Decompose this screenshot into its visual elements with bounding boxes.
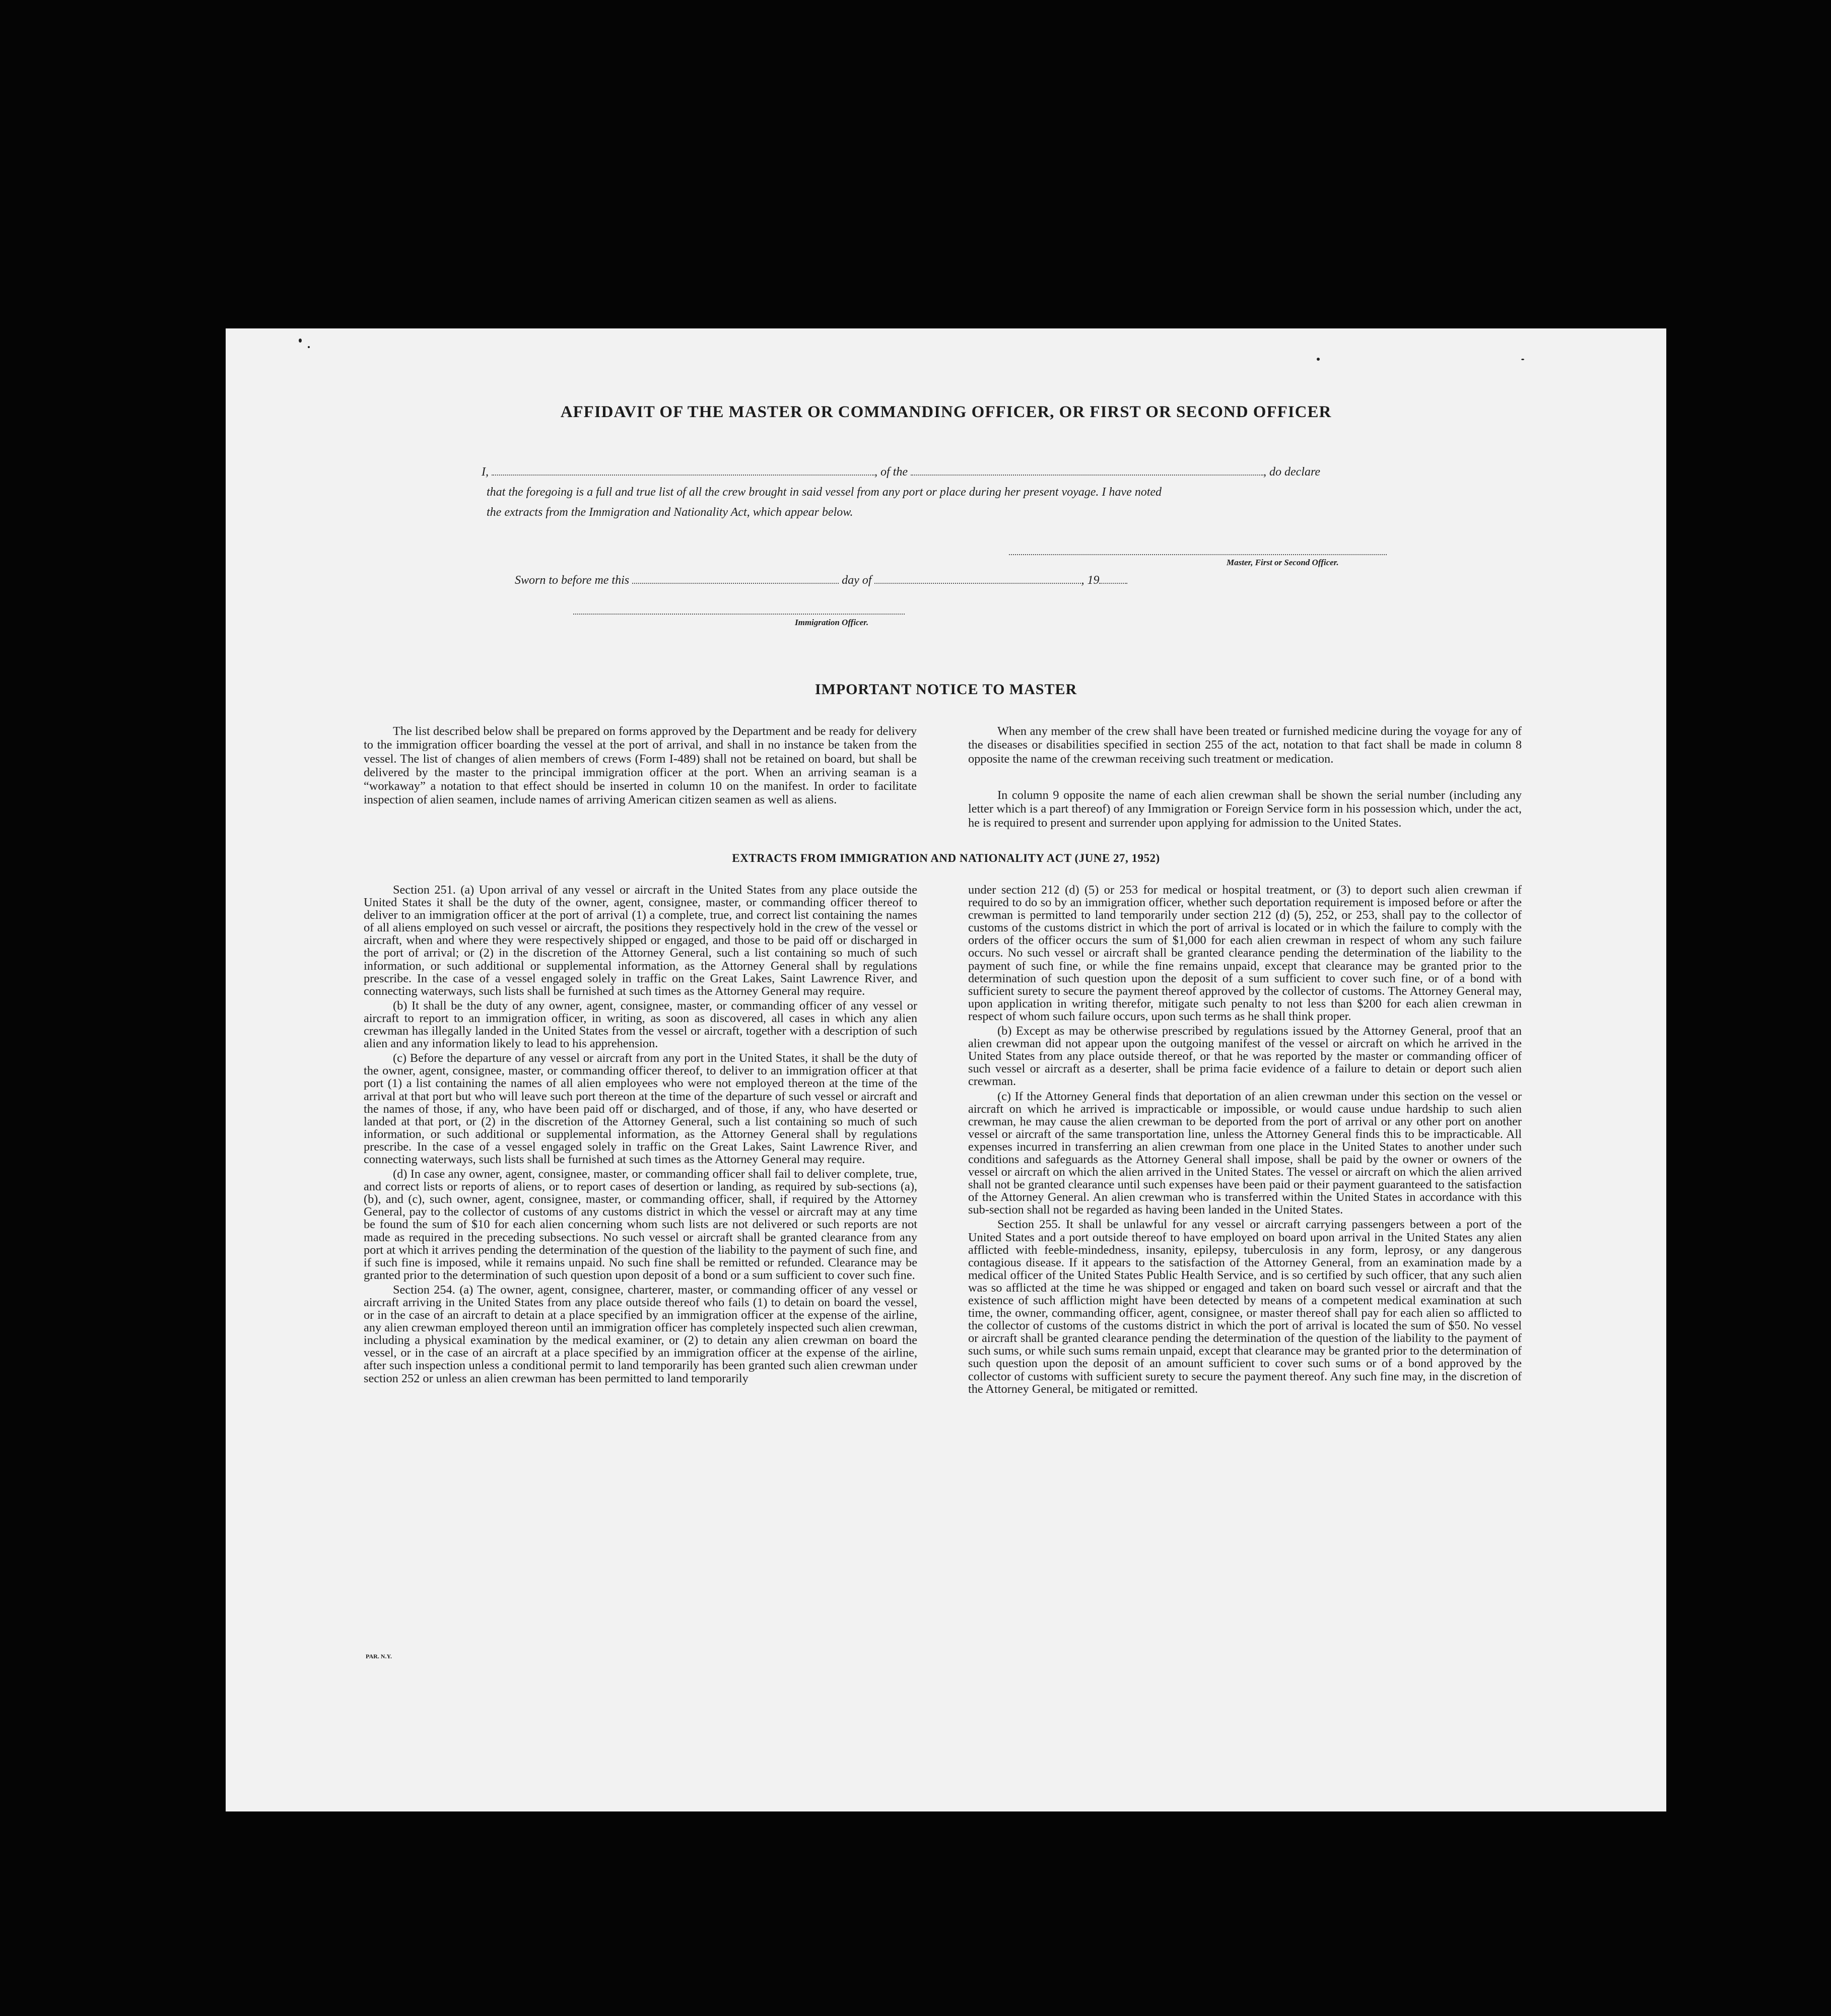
extracts-left-column [364,884,917,1387]
sworn-year-blank[interactable] [1099,582,1127,584]
document-sheet [226,328,1666,1811]
notice-right-paragraph-1: When any member of the crew shall have been treated or furnished medicine during the voyage for any of the diseases or disabilities specified in section 255 of the act, notation to that fact shall be made in column 8 opposite the name of the crewman receiving such treatment or medication. [968,724,1522,766]
affidavit-title: AFFIDAVIT OF THE MASTER OR COMMANDING OFFICER, OR FIRST OR SECOND OFFICER [560,403,1332,421]
section-254-a-continued: under section 212 (d) (5) or 253 for medical or hospital treatment, or (3) to deport such alien crewman if required to do so by an immigration officer, whether such deportation requirement is imposed before or after the crewman is permitted to land temporarily under section 212 (d) (5), 252, or 253, shall pay to the collector of customs of the customs district in which the port of arrival is located or in which the failure to comply with the orders of the officer occurs the sum of $1,000 for each alien crewman in respect of whom any such failure occurs. No such vessel or aircraft shall be granted clearance pending the determination of the liability to the payment of such fine, or while the fine remains unpaid, except that clearance may be granted prior to the determination of such question upon the deposit of a sum sufficient to cover such fine, or of a bond with sufficient surety to secure the payment thereof approved by the collector of customs. The Attorney General may, upon application in writing therefor, mitigate such penalty to not less than $200 for each alien crewman in respect of whom such failure occurs, upon such terms as he shall think proper. [968,883,1522,1023]
notice-left-paragraph: The list described below shall be prepared on forms approved by the Department and be ready for delivery to the immigration officer boarding the vessel at the port of arrival, and shall in no instance be taken from the vessel. The list of changes of alien members of crews (Form I-489) shall not be retained on board, but shall be delivered by the master to the principal immigration officer at the port. When an arriving seaman is a “workaway” a notation to that effect should be inserted in column 10 on the manifest. In order to facilitate inspection of alien seamen, include names of arriving American citizen seamen as well as aliens. [364,724,917,807]
declaration-do-declare: , do declare [1263,465,1321,479]
section-255: Section 255. It shall be unlawful for any vessel or aircraft carrying passengers between a port of the United States and a port outside thereof to have employed on board upon arrival in the United States any alien afflicted with feeble-mindedness, insanity, epilepsy, tuberculosis in any form, leprosy, or any dangerous contagious disease. If it appears to the satisfaction of the Attorney General, from an examination made by a medical officer of the United States Public Health Service, and is so certified by such officer, that any such alien was so afflicted at the time he was shipped or engaged and taken on board such vessel or aircraft and that the existence of such affliction might have been detected by means of a competent medical examination at such time, the owner, commanding officer, agent, consignee, or master thereof shall pay for each alien so afflicted to the collector of customs of the customs district in which the port of arrival is located the sum of $50. No vessel or aircraft shall be granted clearance pending the determination of the question of the liability to the payment of such sums, or while such sums remain unpaid, except that clearance may be granted prior to the determination of such question upon the deposit of an amount sufficient to cover such sums or of a bond approved by the collector of customs with sufficient surety to secure the payment thereof. Any such fine may, in the discretion of the Attorney General, be mitigated or remitted. [968,1218,1522,1396]
officer-caption: Immigration Officer. [795,618,869,627]
master-signature-line[interactable] [1009,554,1387,555]
declaration-of-the: , of the [874,465,908,479]
notice-title: IMPORTANT NOTICE TO MASTER [815,681,1077,698]
statement-line-2: the extracts from the Immigration and Nationality Act, which appear below. [487,506,853,519]
section-251-a: Section 251. (a) Upon arrival of any vessel or aircraft in the United States from any place outside the United States it shall be the duty of the owner, agent, consignee, master, or commanding officer thereof to deliver to an immigration officer at the port of arrival (1) a complete, true, and correct list containing the names of all aliens employed on such vessel or aircraft, the positions they respectively hold in the crew of the vessel or aircraft, when and where they were respectively shipped or engaged, and those to be paid off or discharged in the port of arrival; or (2) in the discretion of the Attorney General, such a list containing so much of such information, or such additional or supplemental information, as the Attorney General shall by regulations prescribe. In the case of a vessel engaged solely in traffic on the Great Lakes, Saint Lawrence River, and connecting waterways, such lists shall be furnished at such times as the Attorney General may require. [364,883,917,998]
extracts-title: EXTRACTS FROM IMMIGRATION AND NATIONALITY ACT (JUNE 27, 1952) [732,852,1160,864]
sworn-year: , 19 [1081,574,1100,587]
sworn-month-blank[interactable] [874,582,1081,584]
sworn-date-blank[interactable] [632,582,839,584]
officer-signature-line[interactable] [573,614,905,615]
notice-right-paragraph-2: In column 9 opposite the name of each alien crewman shall be shown the serial number (including any letter which is a part thereof) of any Immigration or Foreign Service form in his possession which, under the act, he is required to present and surrender upon applying for admission to the United States. [968,788,1522,830]
speck-mark [1317,358,1320,361]
speck-mark [308,346,310,348]
sworn-day-of: day of [842,574,872,587]
section-254-b: (b) Except as may be otherwise prescribed by regulations issued by the Attorney General, proof that an alien crewman did not appear upon the outgoing manifest of the vessel or aircraft on which he arrived in the United States from any place outside thereof, or that he was reported by the master or commanding officer of such vessel or aircraft as a deserter, shall be prima facie evidence of a failure to detain or deport such alien crewman. [968,1024,1522,1089]
master-caption: Master, First or Second Officer. [1227,558,1339,567]
name-blank[interactable] [492,474,874,476]
speck-mark [299,339,302,343]
declaration-line [482,465,1320,479]
speck-mark [1521,359,1524,360]
section-254-c: (c) If the Attorney General finds that deportation of an alien crewman under this section on the vessel or aircraft on which he arrived is impracticable or impossible, or would cause undue hardship to such alien crewman, he may cause the alien crewman to be deported from the port of arrival or any other port on another vessel or aircraft of the same transportation line, unless the Attorney General finds this to be impracticable. All expenses incurred in transferring an alien crewman from one place in the United States to another under such conditions and safeguards as the Attorney General shall impose, shall be paid by the owner or owners of the vessel or aircraft on which the alien arrived in the United States. The vessel or aircraft on which the alien arrived shall not be granted clearance until such expenses have been paid or their payment guaranteed to the satisfaction of the Attorney General. An alien crewman who is transferred within the United States in accordance with this sub-section shall not be regarded as having been landed in the United States. [968,1089,1522,1217]
section-251-b: (b) It shall be the duty of any owner, agent, consignee, master, or commanding officer of any vessel or aircraft to report to an immigration officer, in writing, as soon as discovered, all cases in which any alien crewman has illegally landed in the United States from the vessel or aircraft, together with a description of such alien and any information likely to lead to his apprehension. [364,998,917,1051]
sworn-line [515,574,1127,587]
section-251-d: (d) In case any owner, agent, consignee, master, or commanding officer shall fail to deliver complete, true, and correct lists or reports of aliens, or to report cases of desertion or landing, as required by sub-sections (a), (b), and (c), such owner, agent, consignee, master, or commanding officer, shall, if required by the Attorney General, pay to the collector of customs of any customs district in which the vessel or aircraft may at any time be found the sum of $10 for each alien concerning whom such lists are not delivered or such reports are not made as required in the preceding subsections. No such vessel or aircraft shall be granted clearance from any port at which it arrives pending the determination of the question of the liability to the payment of such fine, and if such fine is imposed, while it remains unpaid. No such fine shall be remitted or refunded. Clearance may be granted prior to the determination of such question upon deposit of a bond or a sum sufficient to cover such fine. [364,1167,917,1282]
statement-line-1: that the foregoing is a full and true list of all the crew brought in said vessel from any port or place during her present voyage. I have noted [487,486,1162,499]
printer-mark: PAR. N.Y. [366,1653,392,1660]
section-251-c: (c) Before the departure of any vessel or aircraft from any port in the United States, it shall be the duty of the owner, agent, consignee, master, or commanding officer thereof, to deliver to an immigration officer at that port (1) a list containing the names of all alien employees who were not employed thereon at the time of the arrival at that port but who will leave such port thereon at the time of the departure of such vessel or aircraft and the names of those, if any, who have been paid off or discharged, and of those, if any, who have deserted or landed at that port, or (2) in the discretion of the Attorney General, such a list containing so much of such information, or such additional or supplemental information, as the Attorney General shall by regulations prescribe. In the case of a vessel engaged solely in traffic on the Great Lakes, Saint Lawrence River, and connecting waterways, such lists shall be furnished at such times as the Attorney General may require. [364,1051,917,1166]
extracts-right-column [968,884,1522,1397]
vessel-blank[interactable] [911,474,1263,476]
section-254-a: Section 254. (a) The owner, agent, consignee, charterer, master, or commanding officer of any vessel or aircraft arriving in the United States from any place outside thereof who fails (1) to detain on board the vessel, or in the case of an aircraft to detain at a place specified by an immigration officer at the expense of the airline, any alien crewman employed thereon until an immigration officer has completely inspected such alien crewman, including a physical examination by the medical examiner, or (2) to detain any alien crewman on board the vessel, or in the case of an aircraft at a place specified by an immigration officer at the expense of the airline, after such inspection unless a conditional permit to land temporarily has been granted such alien crewman under section 252 or unless an alien crewman has been permitted to land temporarily [364,1283,917,1385]
sworn-prefix: Sworn to before me this [515,574,630,587]
declaration-i: I, [482,465,489,479]
